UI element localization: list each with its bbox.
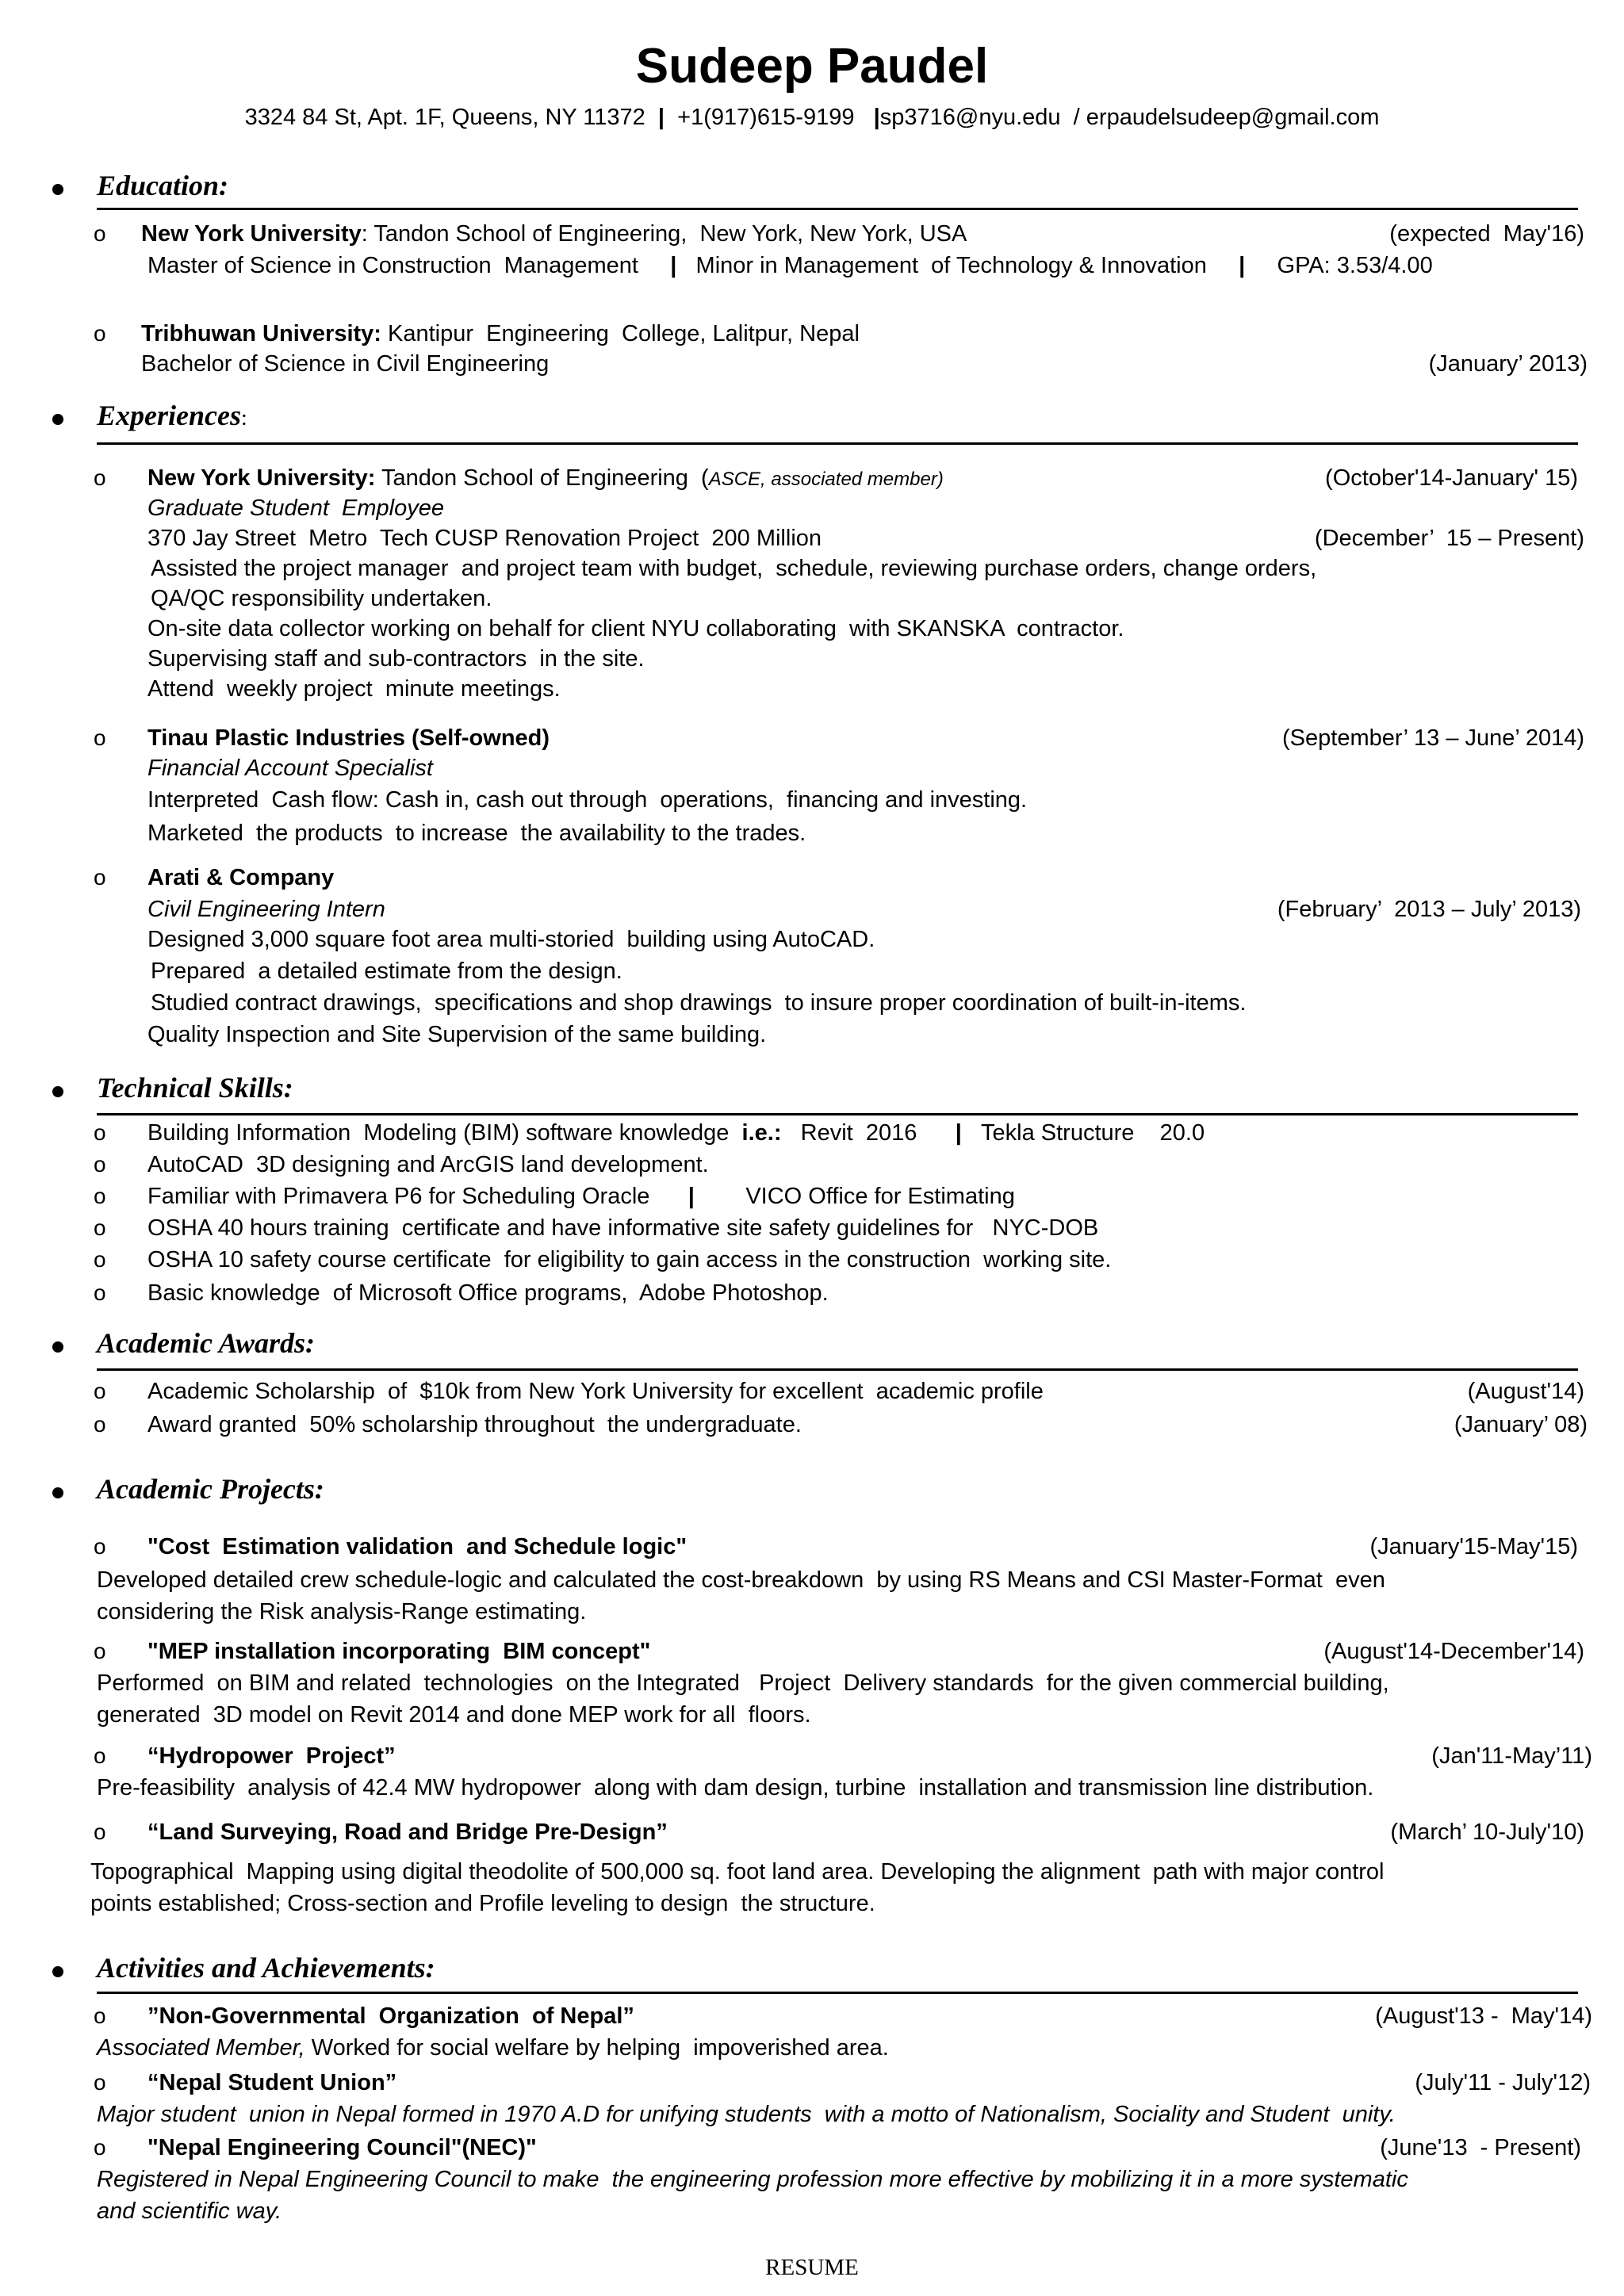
project-date: (August'14-December'14) <box>1323 1639 1584 1664</box>
project-title: "MEP installation incorporating BIM concept" <box>147 1639 651 1664</box>
email-nyu[interactable]: sp3716@nyu.edu <box>879 105 1061 130</box>
activity-desc: Registered in Nepal Engineering Council to make the engineering profession more effective by mobilizing it in a more systematic <box>97 2167 1408 2192</box>
section-title-skills: Technical Skills: <box>97 1072 293 1104</box>
section-bullet-icon <box>52 1086 63 1097</box>
circle-bullet-icon: o <box>94 1379 106 1403</box>
footer-label: RESUME <box>765 2255 859 2280</box>
activity-date: (July'11 - July'12) <box>1415 2070 1591 2095</box>
project-desc: generated 3D model on Revit 2014 and done MEP work for all floors. <box>97 1702 811 1728</box>
exp-nyu-desc: QA/QC responsibility undertaken. <box>151 586 492 611</box>
activity-title: “Nepal Student Union” <box>147 2070 397 2095</box>
project-desc: Pre-feasibility analysis of 42.4 MW hydropower along with dam design, turbine installation and transmission line distribution. <box>97 1775 1374 1800</box>
project-date: (January'15-May'15) <box>1369 1534 1578 1559</box>
award-date: (January’ 08) <box>1454 1412 1588 1437</box>
circle-bullet-icon: o <box>94 1639 106 1663</box>
skill-autocad: AutoCAD 3D designing and ArcGIS land development. <box>147 1152 709 1177</box>
section-divider <box>97 442 1578 445</box>
section-title-projects: Academic Projects: <box>97 1473 324 1505</box>
circle-bullet-icon: o <box>94 465 106 490</box>
exp-nyu-date: (October'14-January' 15) <box>1325 465 1578 491</box>
section-bullet-icon <box>52 414 63 425</box>
activity-desc: Major student union in Nepal formed in 1970 A.D for unifying students with a motto of Nationalism, Sociality and Student unity. <box>97 2102 1396 2127</box>
circle-bullet-icon: o <box>94 1247 106 1272</box>
exp-tinau-date: (September’ 13 – June’ 2014) <box>1282 725 1584 751</box>
section-title-activities: Activities and Achievements: <box>97 1952 435 1984</box>
section-bullet-icon <box>52 1966 63 1977</box>
circle-bullet-icon: o <box>94 321 106 346</box>
exp-nyu-desc: Attend weekly project minute meetings. <box>147 676 561 702</box>
circle-bullet-icon: o <box>94 1280 106 1305</box>
section-bullet-icon <box>52 1341 63 1353</box>
project-desc: considering the Risk analysis-Range estimating. <box>97 1599 587 1624</box>
exp-arati-desc: Quality Inspection and Site Supervision of the same building. <box>147 1022 767 1047</box>
exp-nyu-desc: Supervising staff and sub-contractors in the site. <box>147 646 645 672</box>
section-divider <box>97 1368 1578 1371</box>
exp-arati-desc: Prepared a detailed estimate from the design. <box>151 959 622 984</box>
section-divider <box>97 1113 1578 1115</box>
section-divider <box>97 1992 1578 1994</box>
contact-line: 3324 84 St, Apt. 1F, Queens, NY 11372 | +1(917)615-9199 |sp3716@nyu.edu / erpaudelsudeep@gmail.com <box>244 105 1380 130</box>
exp-nyu-desc: On-site data collector working on behalf for client NYU collaborating with SKANSKA contractor. <box>147 616 1124 641</box>
activity-desc: and scientific way. <box>97 2198 282 2224</box>
exp-tinau-desc: Marketed the products to increase the availability to the trades. <box>147 821 806 846</box>
edu-nyu-degree-line: Master of Science in Construction Management | Minor in Management of Technology & Innovation | GPA: 3.53/4.00 <box>147 253 1433 278</box>
circle-bullet-icon: o <box>94 1820 106 1844</box>
activity-date: (June'13 - Present) <box>1380 2135 1581 2160</box>
candidate-name: Sudeep Paudel <box>635 39 989 94</box>
exp-arati-org: Arati & Company <box>147 865 335 890</box>
project-desc: points established; Cross-section and Profile leveling to design the structure. <box>90 1891 875 1916</box>
address: 3324 84 St, Apt. 1F, Queens, NY 11372 <box>244 105 645 130</box>
activity-title: ”Non-Governmental Organization of Nepal” <box>147 2003 634 2029</box>
section-title-awards: Academic Awards: <box>97 1327 315 1359</box>
circle-bullet-icon: o <box>94 1120 106 1145</box>
edu-nyu-date: (expected May'16) <box>1389 221 1584 247</box>
skill-bim: Building Information Modeling (BIM) software knowledge i.e.: Revit 2016 | Tekla Structure 20.0 <box>147 1120 1205 1146</box>
project-title: “Land Surveying, Road and Bridge Pre-Design” <box>147 1820 668 1845</box>
skill-osha10: OSHA 10 safety course certificate for eligibility to gain access in the construction working site. <box>147 1247 1112 1272</box>
skill-primavera: Familiar with Primavera P6 for Scheduling Oracle | VICO Office for Estimating <box>147 1184 1015 1209</box>
exp-tinau-desc: Interpreted Cash flow: Cash in, cash out through operations, financing and investing. <box>147 787 1028 813</box>
project-title: "Cost Estimation validation and Schedule logic" <box>147 1534 688 1559</box>
section-title-experiences: Experiences: <box>97 400 247 431</box>
exp-nyu-role: Graduate Student Employee <box>147 496 445 521</box>
phone: +1(917)615-9199 <box>677 105 855 130</box>
exp-nyu-project-date: (December’ 15 – Present) <box>1314 526 1584 551</box>
section-divider <box>97 208 1578 210</box>
award-item: Academic Scholarship of $10k from New York University for excellent academic profile <box>147 1379 1044 1404</box>
project-date: (Jan'11-May’11) <box>1431 1743 1592 1769</box>
edu-nyu-line: New York University: Tandon School of Engineering, New York, New York, USA <box>141 221 967 247</box>
circle-bullet-icon: o <box>94 865 106 890</box>
circle-bullet-icon: o <box>94 2135 106 2160</box>
project-desc: Developed detailed crew schedule-logic and calculated the cost-breakdown by using RS Means and CSI Master-Format even <box>97 1567 1385 1593</box>
skill-osha40: OSHA 40 hours training certificate and have informative site safety guidelines for NYC-DOB <box>147 1215 1099 1241</box>
circle-bullet-icon: o <box>94 2070 106 2095</box>
circle-bullet-icon: o <box>94 221 106 246</box>
circle-bullet-icon: o <box>94 1215 106 1240</box>
project-desc: Topographical Mapping using digital theodolite of 500,000 sq. foot land area. Developing the alignment path with major control <box>90 1859 1385 1885</box>
award-date: (August'14) <box>1467 1379 1584 1404</box>
exp-nyu-desc: Assisted the project manager and project team with budget, schedule, reviewing purchase orders, change orders, <box>151 556 1317 581</box>
edu-tu-degree: Bachelor of Science in Civil Engineering <box>141 351 550 377</box>
circle-bullet-icon: o <box>94 725 106 750</box>
circle-bullet-icon: o <box>94 1184 106 1208</box>
exp-arati-date: (February’ 2013 – July’ 2013) <box>1277 897 1581 922</box>
exp-arati-role: Civil Engineering Intern <box>147 897 385 922</box>
circle-bullet-icon: o <box>94 1743 106 1768</box>
activity-desc: Associated Member, Worked for social welfare by helping impoverished area. <box>97 2035 889 2061</box>
project-title: “Hydropower Project” <box>147 1743 396 1769</box>
exp-arati-desc: Designed 3,000 square foot area multi-storied building using AutoCAD. <box>147 927 875 952</box>
circle-bullet-icon: o <box>94 1412 106 1437</box>
award-item: Award granted 50% scholarship throughout the undergraduate. <box>147 1412 802 1437</box>
edu-tu-line: Tribhuwan University: Kantipur Engineering College, Lalitpur, Nepal <box>141 321 860 346</box>
circle-bullet-icon: o <box>94 1534 106 1559</box>
section-bullet-icon <box>52 184 63 195</box>
skill-office: Basic knowledge of Microsoft Office programs, Adobe Photoshop. <box>147 1280 829 1306</box>
exp-tinau-role: Financial Account Specialist <box>147 756 433 781</box>
exp-nyu-project: 370 Jay Street Metro Tech CUSP Renovation Project 200 Million <box>147 526 822 551</box>
project-date: (March’ 10-July'10) <box>1390 1820 1584 1845</box>
email-gmail[interactable]: / erpaudelsudeep@gmail.com <box>1073 105 1380 130</box>
section-bullet-icon <box>52 1487 63 1498</box>
section-title-education: Education: <box>97 170 229 201</box>
activity-title: "Nepal Engineering Council"(NEC)" <box>147 2135 537 2160</box>
circle-bullet-icon: o <box>94 1152 106 1177</box>
exp-arati-desc: Studied contract drawings, specifications and shop drawings to insure proper coordination of built-in-items. <box>151 990 1247 1016</box>
exp-tinau-org: Tinau Plastic Industries (Self-owned) <box>147 725 550 751</box>
activity-date: (August'13 - May'14) <box>1375 2003 1592 2029</box>
circle-bullet-icon: o <box>94 2003 106 2028</box>
exp-nyu-line: New York University: Tandon School of Engineering (ASCE, associated member) <box>147 465 944 491</box>
edu-tu-date: (January’ 2013) <box>1428 351 1588 377</box>
project-desc: Performed on BIM and related technologies on the Integrated Project Delivery standards for the given commercial building, <box>97 1670 1389 1696</box>
